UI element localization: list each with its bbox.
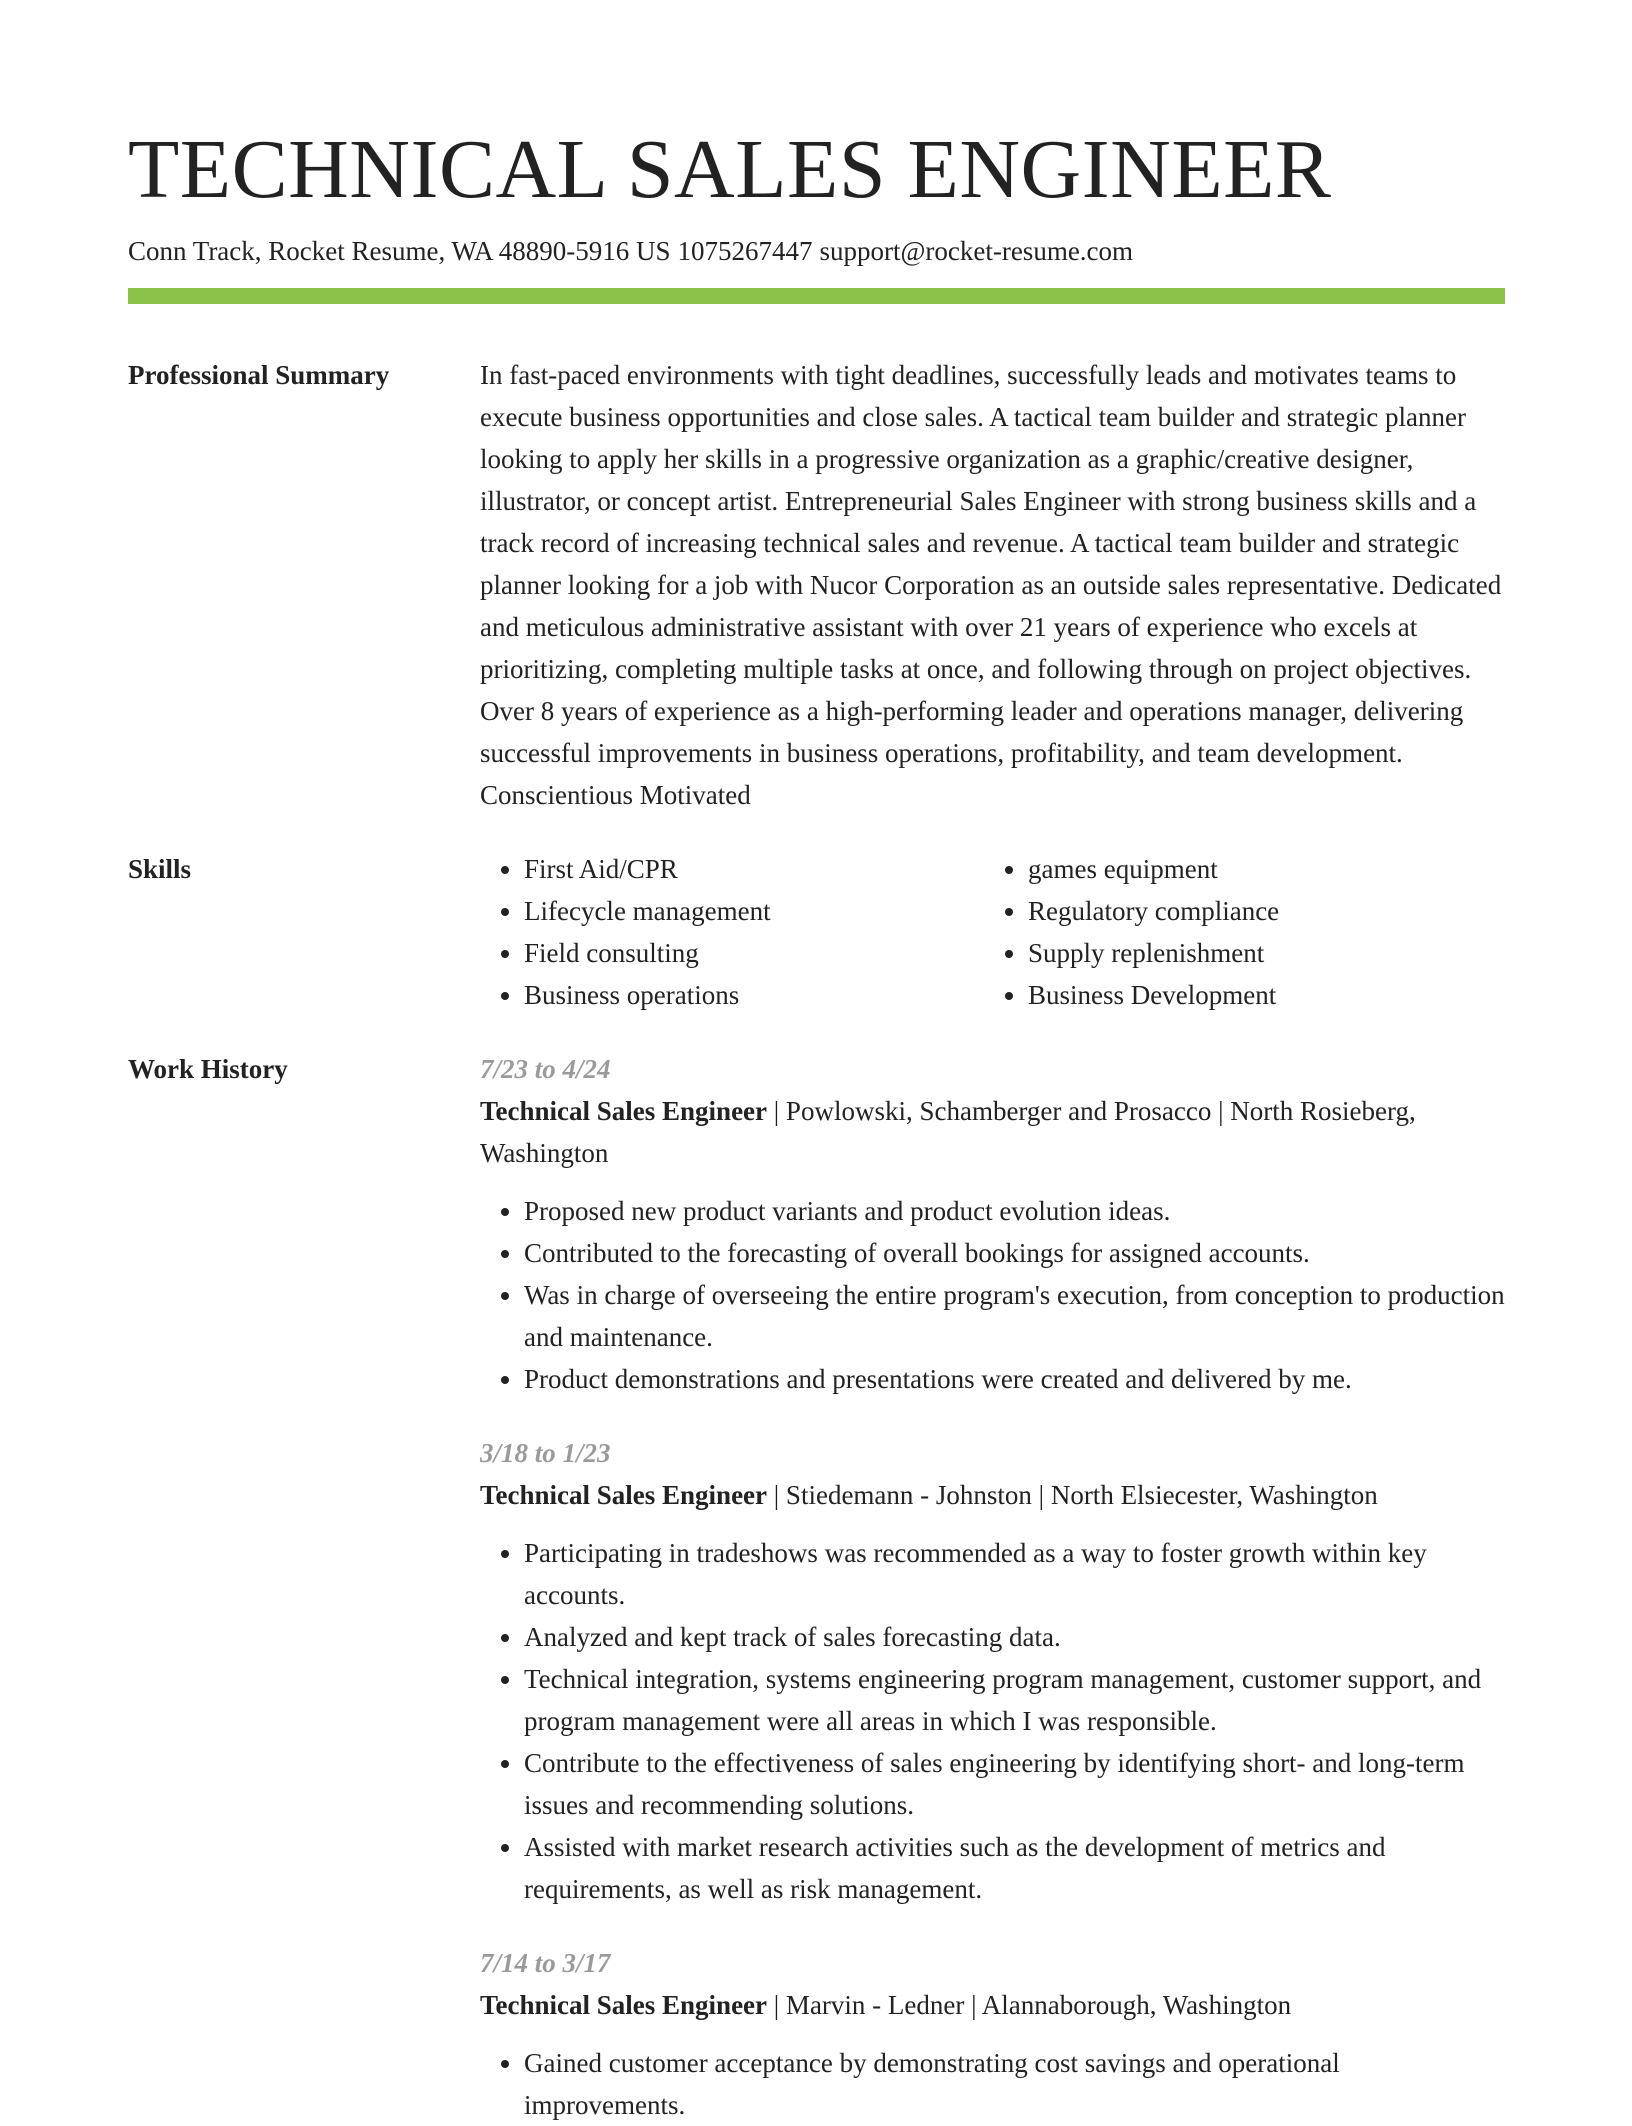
skills-column-1 <box>480 848 984 1016</box>
job-bullet: • Assisted with market research activities such as the development of metrics and requirements, as well as risk management. <box>524 1826 1505 1910</box>
skill-item: • Regulatory compliance <box>1028 890 1488 932</box>
skill-item: • Supply replenishment <box>1028 932 1488 974</box>
job-bullet: • Product demonstrations and presentations were created and delivered by me. <box>524 1358 1505 1400</box>
job-bullets <box>480 1190 1505 1400</box>
skill-item: • Business Development <box>1028 974 1488 1016</box>
skill-item: • games equipment <box>1028 848 1488 890</box>
skill-item: • Business operations <box>524 974 984 1016</box>
job-bullet: • Participating in tradeshows was recommended as a way to foster growth within key accounts. <box>524 1532 1505 1616</box>
work-history-heading: Work History <box>128 1054 288 1084</box>
job-title: Technical Sales Engineer <box>480 1480 768 1510</box>
job-details: | Powlowski, Schamberger and Prosacco | North Rosieberg, Washington <box>480 1096 1416 1168</box>
contact-email[interactable]: support@rocket-resume.com <box>819 236 1134 266</box>
job-bullet: • Contributed to the forecasting of overall bookings for assigned accounts. <box>524 1232 1505 1274</box>
skills-column-2 <box>984 848 1488 1016</box>
job-title: Technical Sales Engineer <box>480 1990 768 2020</box>
resume-page <box>128 0 1505 2126</box>
job-title: Technical Sales Engineer <box>480 1096 768 1126</box>
job-heading <box>480 1090 1505 1174</box>
skill-item: • First Aid/CPR <box>524 848 984 890</box>
resume-title: TECHNICAL SALES ENGINEER <box>128 123 1332 216</box>
job-dates: 7/14 to 3/17 <box>480 1948 611 1978</box>
contact-phone: 1075267447 <box>677 236 813 266</box>
job-heading <box>480 1474 1505 1516</box>
skill-item: • Field consulting <box>524 932 984 974</box>
skills-section <box>128 848 1505 1016</box>
header-divider <box>128 288 1505 304</box>
job-entry <box>480 1942 1505 2126</box>
job-bullets <box>480 2042 1505 2126</box>
job-dates: 7/23 to 4/24 <box>480 1054 611 1084</box>
job-bullet: • Analyzed and kept track of sales forecasting data. <box>524 1616 1505 1658</box>
job-bullet: • Gained customer acceptance by demonstrating cost savings and operational improvements. <box>524 2042 1505 2126</box>
job-heading <box>480 1984 1505 2026</box>
job-bullet: • Was in charge of overseeing the entire program's execution, from conception to production and maintenance. <box>524 1274 1505 1358</box>
skills-heading: Skills <box>128 854 192 884</box>
summary-section <box>128 354 1505 816</box>
contact-line <box>128 234 1505 268</box>
job-details: | Marvin - Ledner | Alannaborough, Washington <box>767 1990 1292 2020</box>
summary-heading: Professional Summary <box>128 360 390 390</box>
job-details: | Stiedemann - Johnston | North Elsiecester, Washington <box>767 1480 1378 1510</box>
job-bullet: • Proposed new product variants and product evolution ideas. <box>524 1190 1505 1232</box>
summary-text: In fast-paced environments with tight deadlines, successfully leads and motivates teams to execute business opportunities and close sales. A tactical team builder and strategic planner looking to apply her skills in a progressive organization as a graphic/creative designer, illustrator, or concept artist. Entrepreneurial Sales Engineer with strong business skills and a track record of increasing technical sales and revenue. A tactical team builder and strategic planner looking for a job with Nucor Corporation as an outside sales representative. Dedicated and meticulous administrative assistant with over 21 years of experience who excels at prioritizing, completing multiple tasks at once, and following through on project objectives. Over 8 years of experience as a high-performing leader and operations manager, delivering successful improvements in business operations, profitability, and team development. Conscientious Motivated <box>480 360 1502 810</box>
job-bullet: • Technical integration, systems engineering program management, customer support, and program management were all areas in which I was responsible. <box>524 1658 1505 1742</box>
skills-grid <box>480 848 1505 1016</box>
job-bullets <box>480 1532 1505 1910</box>
skill-item: • Lifecycle management <box>524 890 984 932</box>
work-history-section <box>128 1048 1505 2126</box>
job-dates: 3/18 to 1/23 <box>480 1438 611 1468</box>
job-bullet: • Contribute to the effectiveness of sales engineering by identifying short- and long-term issues and recommending solutions. <box>524 1742 1505 1826</box>
job-entry <box>480 1432 1505 1910</box>
job-entry <box>480 1048 1505 1400</box>
contact-address: Conn Track, Rocket Resume, WA 48890-5916 US <box>128 236 671 266</box>
